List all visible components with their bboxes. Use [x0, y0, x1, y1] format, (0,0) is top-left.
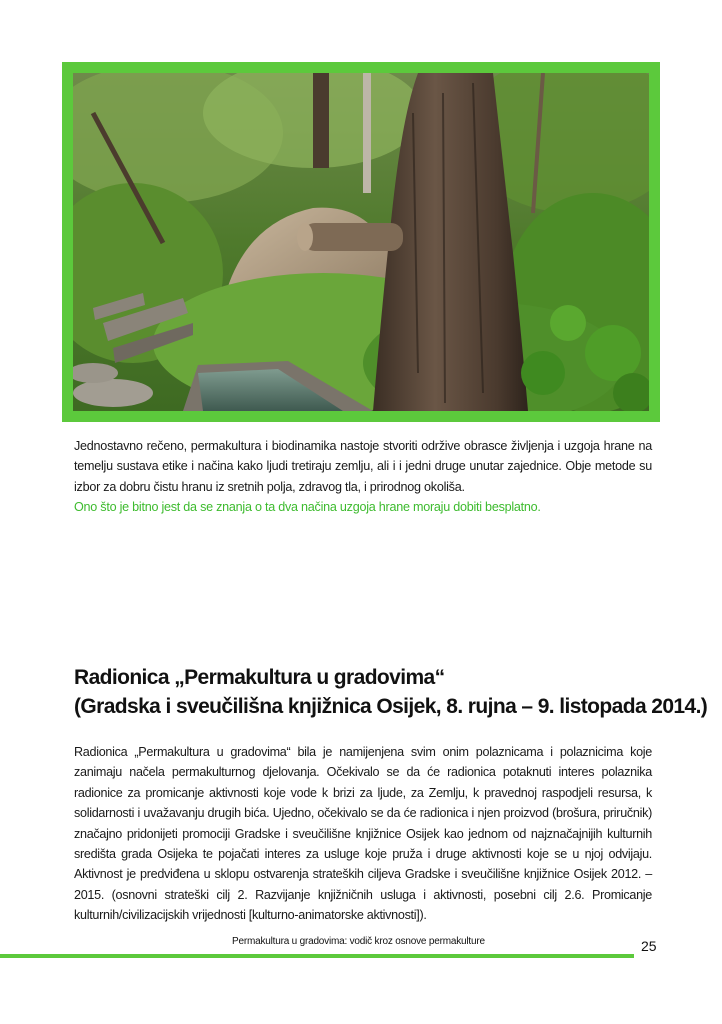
section-title-line1: Radionica „Permakultura u gradovima“ — [74, 666, 445, 689]
photo-frame — [62, 62, 660, 422]
page-number: 25 — [641, 938, 657, 954]
footer-divider — [0, 954, 634, 958]
section-body: Radionica „Permakultura u gradovima“ bila je namijenjena svim onim polaznicama i polaznicima koje zanimaju načela permakulturnog djelovanja. Očekivalo se da će radionica potaknuti interes polaznika radionice za promicanje aktivnosti koje vode k brizi za ljude, za Zemlju, k pravednoj raspodjeli resursa, k solidarnosti i uvažavanju drugih bića. Ujedno, očekivalo se da će radionica i njen proizvod (brošura, priručnik) značajno pridonijeti promociji Gradske i sveučilišne knjižnice Osijek kao jednom od najznačajnijih kulturnih središta grada Osijeka te pojačati interes za usluge koje pruža i druge aktivnosti koje se u njoj odvijaju. Aktivnost je predviđena u sklopu ostvarenja strateških ciljeva Gradske i sveučilišne knjižnice Osijek 2012. – 2015. (osnovni strateški cilj 2. Razvijanje knjižničnih usluga i aktivnosti, posebni cilj 2.6. Promicanje kulturnih/civilizacijskih vrijednosti [kulturno-animatorske aktivnosti]). — [74, 745, 652, 923]
section-title — [74, 663, 708, 721]
intro-highlight: Ono što je bitno jest da se znanja o ta dva načina uzgoja hrane moraju dobiti besplatno. — [74, 500, 541, 515]
intro-paragraph: Jednostavno rečeno, permakultura i biodinamika nastoje stvoriti održive obrasce življenja i uzgoja hrane na temelju sustava etike i načina kako ljudi tretiraju zemlju, ali i i jedni druge unutar zajednice. Obje metode su izbor za dobru čistu hranu iz sretnih polja, zdravog tla, i prirodnog okoliša. — [74, 439, 652, 494]
footer-title: Permakultura u gradovima: vodič kroz osnove permakulture — [232, 936, 485, 947]
section-title-line2: (Gradska i sveučilišna knjižnica Osijek, 8. rujna – 9. listopada 2014.) — [74, 695, 708, 718]
forest-fountain-photo — [73, 73, 649, 411]
intro-text — [74, 436, 652, 518]
